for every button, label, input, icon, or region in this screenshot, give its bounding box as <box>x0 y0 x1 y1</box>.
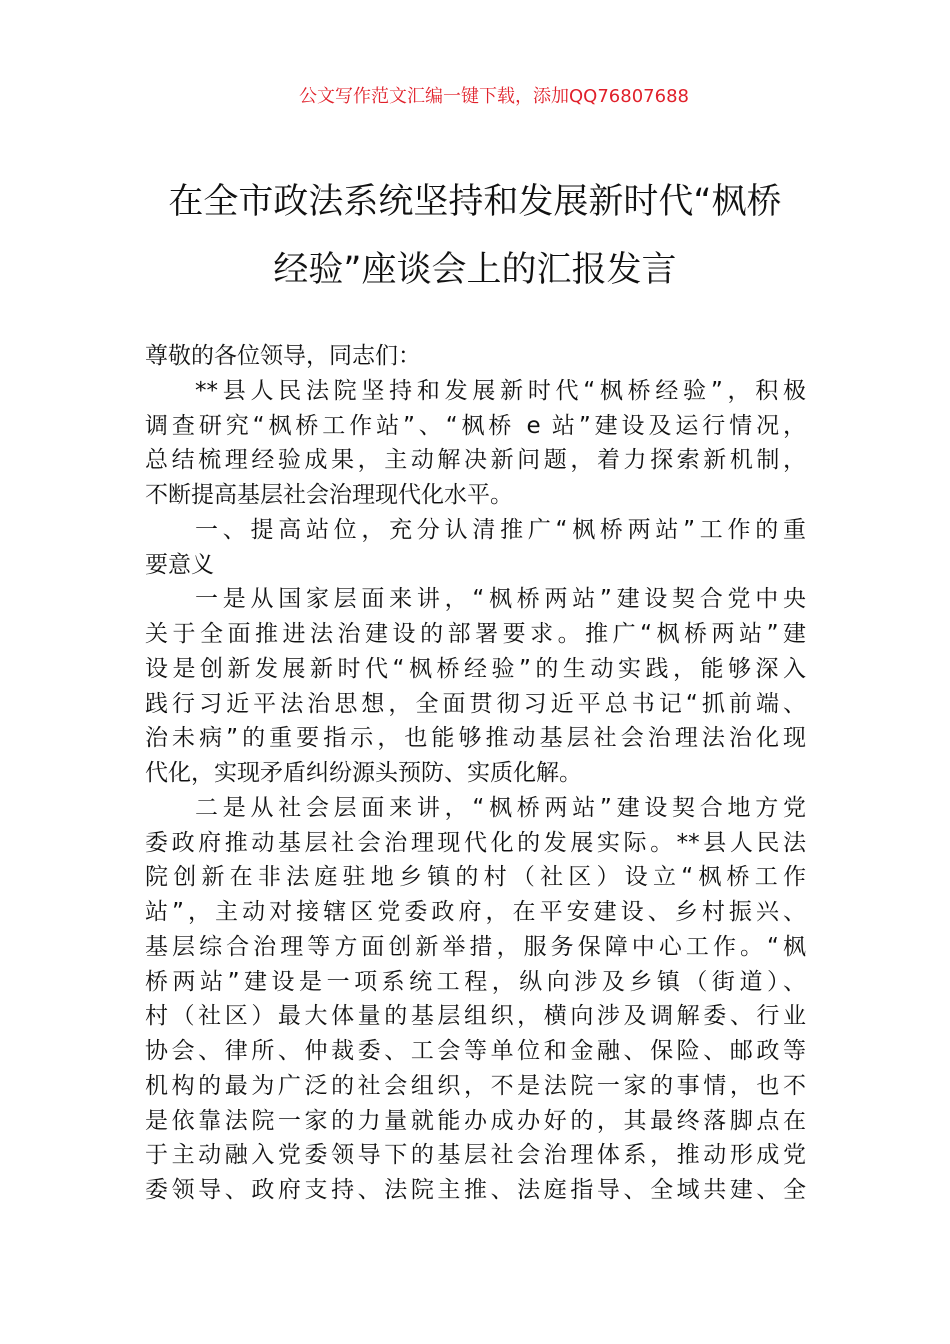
document-body <box>145 339 806 1208</box>
text-line: 委政府推动基层社会治理现代化的发展实际。**县人民法 <box>145 829 806 856</box>
text-line: 一、提高站位，充分认清推广“枫桥两站”工作的重 <box>195 516 806 543</box>
text-line: 代化，实现矛盾纠纷源头预防、实质化解。 <box>145 760 582 786</box>
text-line: 一是从国家层面来讲，“枫桥两站”建设契合党中央 <box>195 586 806 613</box>
paragraph-intro <box>145 374 806 513</box>
text-line: 调查研究“枫桥工作站”、“枫桥 e 站”建设及运行情况， <box>145 412 806 439</box>
text-line: 总结梳理经验成果，主动解决新问题，着力探索新机制， <box>145 447 806 474</box>
text-line: 协会、律所、仲裁委、工会等单位和金融、保险、邮政等 <box>145 1038 806 1064</box>
text-line: 践行习近平法治思想，全面贯彻习近平总书记“抓前端、 <box>145 690 806 717</box>
text-line: 基层综合治理等方面创新举措，服务保障中心工作。“枫 <box>145 933 806 960</box>
text-line: 二是从社会层面来讲，“枫桥两站”建设契合地方党 <box>195 794 806 821</box>
paragraph-heading <box>145 513 806 583</box>
text-line: 要意义 <box>145 551 214 578</box>
document-title-line-2: 经验”座谈会上的汇报发言 <box>273 250 677 290</box>
text-line: 关于全面推进法治建设的部署要求。推广“枫桥两站”建 <box>145 621 806 647</box>
text-line: 设是创新发展新时代“枫桥经验”的生动实践，能够深入 <box>145 655 806 682</box>
text-line: **县人民法院坚持和发展新时代“枫桥经验”，积极 <box>195 377 806 404</box>
text-line: 尊敬的各位领导，同志们： <box>145 343 421 369</box>
text-line: 村（社区）最大体量的基层组织，横向涉及调解委、行业 <box>145 1003 806 1030</box>
text-line: 是依靠法院一家的力量就能办成办好的，其最终落脚点在 <box>145 1107 806 1134</box>
text-line: 不断提高基层社会治理现代化水平。 <box>145 482 513 508</box>
paragraph-salutation <box>145 339 806 374</box>
promo-banner: 公文写作范文汇编一键下载，添加QQ76807688 <box>299 86 689 107</box>
text-line: 治未病”的重要指示，也能够推动基层社会治理法治化现 <box>145 725 806 752</box>
text-line: 院创新在非法庭驻地乡镇的村（社区）设立“枫桥工作 <box>145 864 806 891</box>
text-line: 桥两站”建设是一项系统工程，纵向涉及乡镇（街道）、 <box>145 968 806 995</box>
paragraph-body <box>145 582 806 791</box>
text-line: 于主动融入党委领导下的基层社会治理体系，推动形成党 <box>145 1142 806 1169</box>
text-line: 委领导、政府支持、法院主推、法庭指导、全域共建、全 <box>145 1177 806 1203</box>
paragraph-body <box>145 791 806 1208</box>
document-title-line-1: 在全市政法系统坚持和发展新时代“枫桥 <box>168 182 782 222</box>
text-line: 站”，主动对接辖区党委政府，在平安建设、乡村振兴、 <box>145 899 806 925</box>
text-line: 机构的最为广泛的社会组织，不是法院一家的事情，也不 <box>145 1072 806 1099</box>
